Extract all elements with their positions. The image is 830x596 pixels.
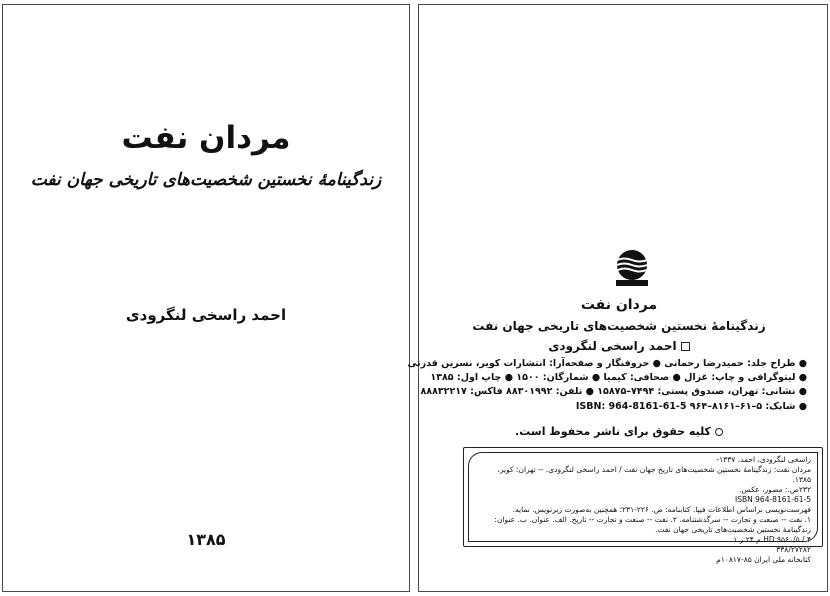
book-title-small: مردان نفت xyxy=(580,297,658,313)
catalog-line: فهرست‌نویسی براساس اطلاعات فیپا. کتابنامه: ص. ۲۲۶-۲۳۱؛ همچنین به‌صورت زیرنویس. نمایه. xyxy=(512,505,811,514)
author-name: احمد راسخی لنگرودی xyxy=(125,306,287,324)
left-page xyxy=(2,4,410,592)
publication-year: ۱۳۸۵ xyxy=(186,530,226,549)
rights-text: کلیه حقوق برای ناشر محفوظ است. xyxy=(515,425,711,438)
author-name-small: احمد راسخی لنگرودی xyxy=(548,339,677,353)
credits-block xyxy=(407,357,807,414)
rights-line xyxy=(419,425,819,438)
publisher-logo-icon xyxy=(612,248,652,288)
credit-line: ● نشانی: تهران، صندوق پستی: ۷۴۹۴–۱۵۸۷۵ ● تلفن: ۸۸۳۰۱۹۹۲ فاکس: ۸۸۸۳۲۲۱۷ xyxy=(420,386,807,398)
credit-line: ● شابک: ۵–۶۱–۸۱۶۱–۹۶۴ ISBN: 964-8161-61-5 xyxy=(575,400,807,412)
credit-line: ● طراح جلد: حمیدرضا رحمانی ● حروفنگار و صفحه‌آرا: انتشارات کویر، نسرین قدرتی xyxy=(407,358,807,369)
catalog-line: مردان نفت: زندگینامهٔ نخستین شخصیت‌های تاریخ جهان نفت / احمد راسخی لنگرودی. -- تهران: کویر، xyxy=(497,465,811,474)
book-subtitle-small: زندگینامهٔ نخستین شخصیت‌های تاریخی جهان نفت xyxy=(472,319,766,333)
catalog-line: ۳۳۸/۲۷۲۸۲ xyxy=(776,545,811,554)
credit-line: ● لیتوگرافی و چاپ: غزال ● صحافی: کیمیا ● شمارگان: ۱۵۰۰ ● چاپ اول: ۱۳۸۵ xyxy=(430,372,807,384)
catalog-line: راسخی لنگرودی، احمد، ۱۳۳۷- xyxy=(716,455,811,464)
author-line xyxy=(419,339,819,353)
catalog-line: ۱۳۸۵. xyxy=(792,475,811,484)
catalog-record-box xyxy=(463,447,823,564)
catalog-record xyxy=(468,452,818,564)
catalog-line: ۱. نفت -- صنعت و تجارت -- سرگذشتنامه. ۲. نفت -- صنعت و تجارت -- تاریخ. الف. عنوان. ب. عنوان: xyxy=(494,515,811,524)
right-page xyxy=(407,4,828,592)
book-title: مردان نفت xyxy=(121,120,291,156)
catalog-line: ISBN 964-8161-61-5 xyxy=(735,495,811,504)
catalog-line: کتابخانه ملی ایران ۸۵-۱۰۸۱۷م xyxy=(716,555,811,564)
book-subtitle: زندگینامهٔ نخستین شخصیت‌های تاریخی جهان نفت xyxy=(30,170,382,190)
catalog-line: ۲۳۲ص.: مصور، عکس. xyxy=(739,485,811,494)
square-bullet-icon xyxy=(681,342,690,351)
circle-bullet-icon xyxy=(715,428,723,436)
catalog-line: زندگینامهٔ نخستین شخصیت‌های تاریخی جهان نفت. xyxy=(655,525,811,534)
catalog-line: HD ۹۵۶۰/۵ / ۴ م ۲۴ ر ۱ xyxy=(733,535,811,544)
